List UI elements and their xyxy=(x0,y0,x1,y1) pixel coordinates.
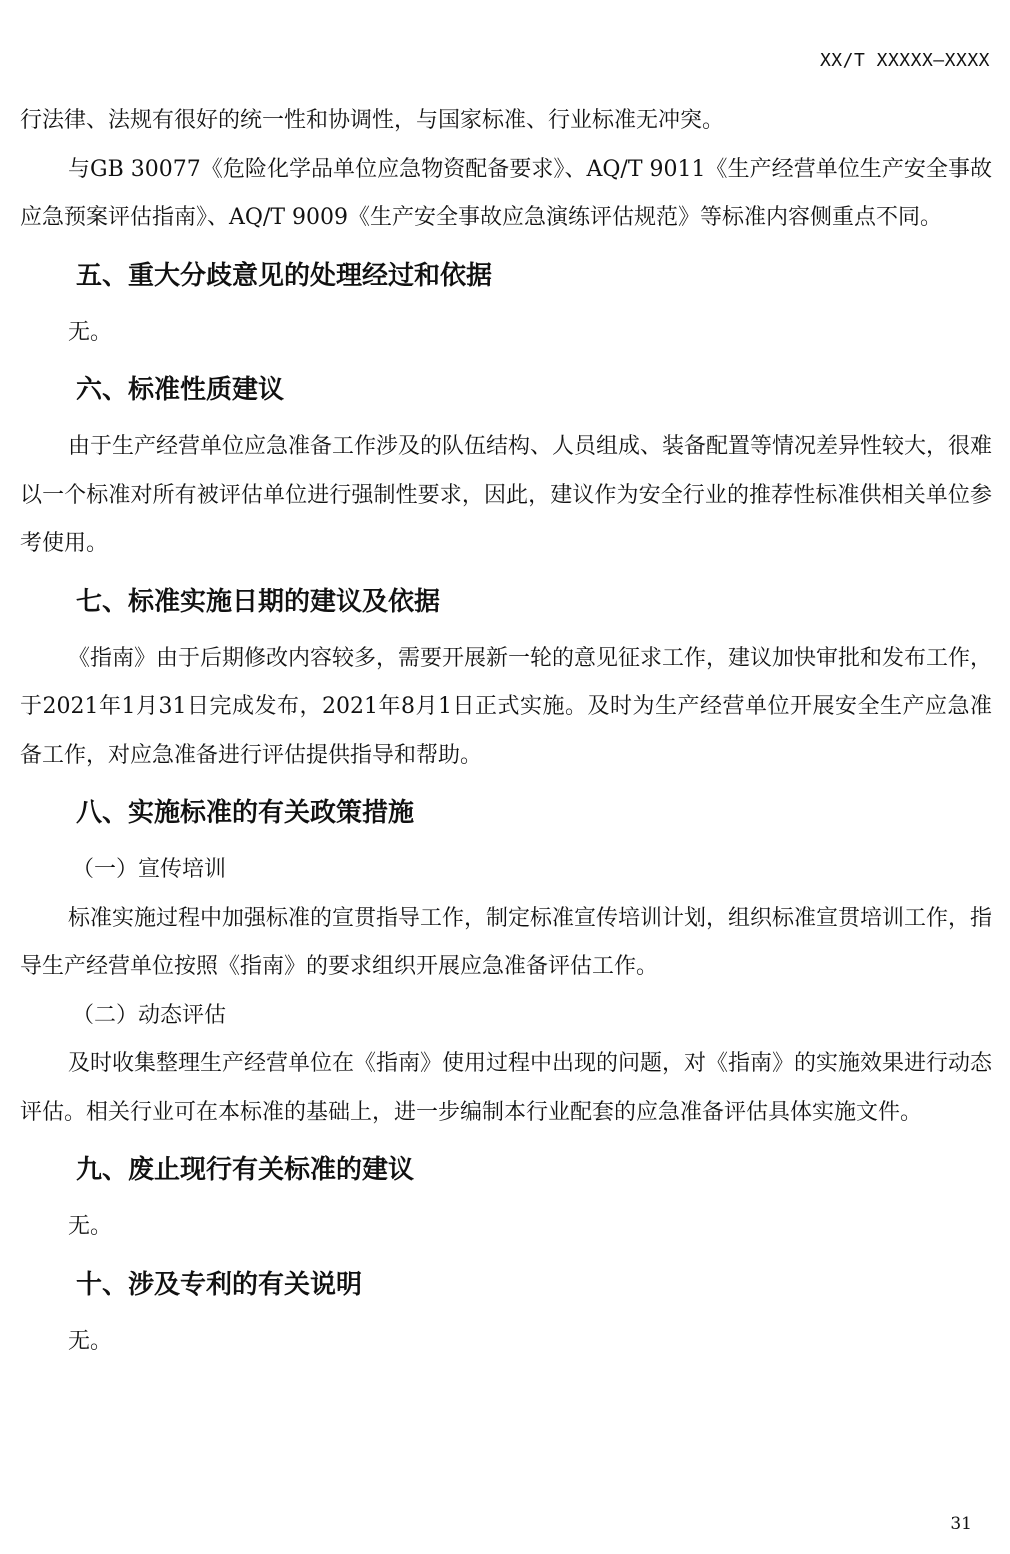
subsection-title-dynamic-evaluation: （二）动态评估 xyxy=(72,1002,227,1028)
paragraph-dynamic-evaluation: 及时收集整理生产经营单位在《指南》使用过程中出现的问题，对《指南》的实施效果进行动态评估。相关行业可在本标准的基础上，进一步编制本行业配套的应急准备评估具体实施文件。 xyxy=(20,1051,993,1125)
section-title-9: 九、废止现行有关标准的建议 xyxy=(76,1155,415,1185)
page-number: 31 xyxy=(950,1514,972,1534)
paragraph-continuation: 行法律、法规有很好的统一性和协调性，与国家标准、行业标准无冲突。 xyxy=(20,108,725,133)
section-title-10: 十、涉及专利的有关说明 xyxy=(76,1269,363,1300)
document-body xyxy=(20,97,992,1366)
paragraph-section-6: 由于生产经营单位应急准备工作涉及的队伍结构、人员组成、装备配置等情况差异性较大，很难以一个标准对所有被评估单位进行强制性要求，因此，建议作为安全行业的推荐性标准供相关单位参考使用。 xyxy=(20,434,993,556)
section-title-8: 八、实施标准的有关政策措施 xyxy=(76,798,415,828)
section-title-6: 六、标准性质建议 xyxy=(76,375,285,405)
section-title-5: 五、重大分歧意见的处理经过和依据 xyxy=(76,260,493,291)
subsection-title-publicity-training: （一）宣传培训 xyxy=(72,857,227,882)
paragraph-related-standards: 与GB 30077《危险化学品单位应急物资配备要求》、AQ/T 9011《生产经营单位生产安全事故应急预案评估指南》、AQ/T 9009《生产安全事故应急演练评估规范》等标准内容侧重点不同。 xyxy=(20,156,992,230)
paragraph-section-5: 无。 xyxy=(68,319,113,345)
paragraph-section-9: 无。 xyxy=(68,1214,113,1239)
paragraph-publicity-training: 标准实施过程中加强标准的宣贯指导工作，制定标准宣传培训计划，组织标准宣贯培训工作，指导生产经营单位按照《指南》的要求组织开展应急准备评估工作。 xyxy=(20,905,993,979)
section-title-7: 七、标准实施日期的建议及依据 xyxy=(76,586,441,617)
paragraph-section-10: 无。 xyxy=(68,1328,113,1354)
paragraph-section-7: 《指南》由于后期修改内容较多，需要开展新一轮的意见征求工作，建议加快审批和发布工作，于2021年1月31日完成发布，2021年8月1日正式实施。及时为生产经营单位开展安全生产应急准备工作，对应急准备进行评估提供指导和帮助。 xyxy=(20,645,993,768)
standard-code: XX/T XXXXX—XXXX xyxy=(819,50,990,71)
